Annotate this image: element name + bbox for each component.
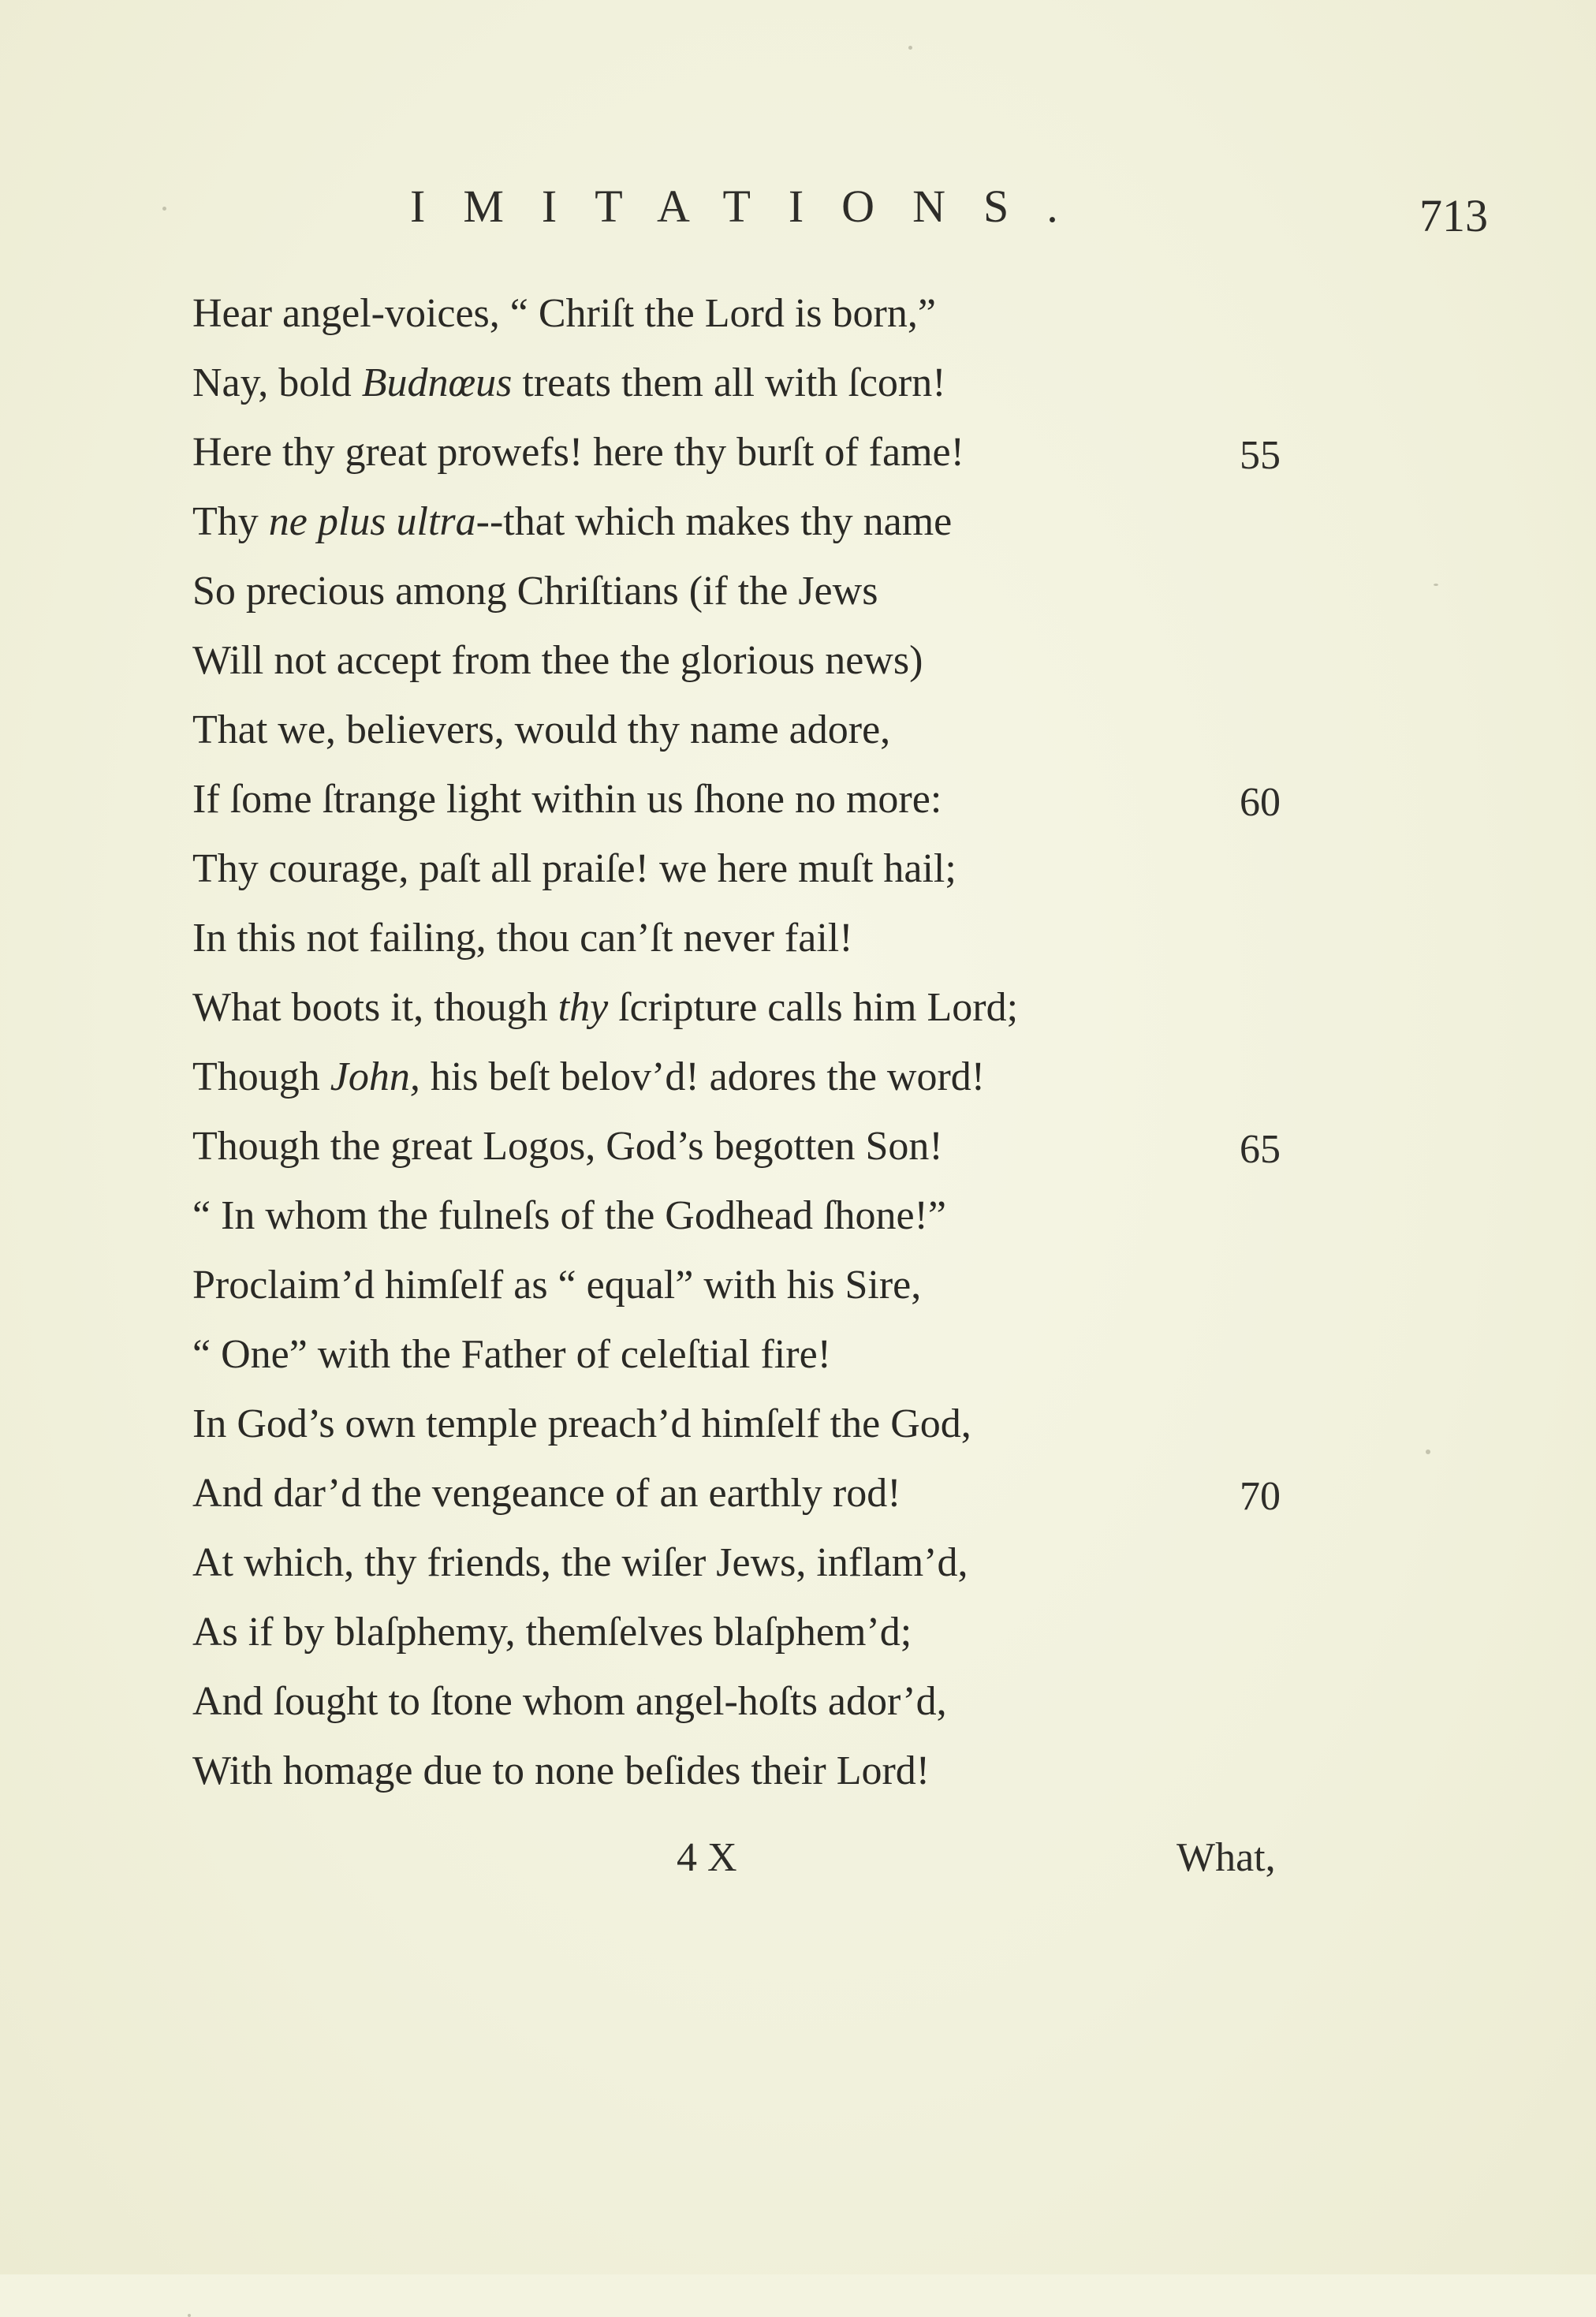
- line-text: So precious among Chriſtians (if the Jews: [192, 569, 878, 614]
- line-text: Though: [192, 1054, 330, 1099]
- line-text: If ſome ſtrange light within us ſhone no more:: [192, 777, 942, 822]
- poem-line: [192, 696, 1296, 765]
- poem-line: [192, 1459, 1296, 1528]
- line-text: And dar’d the vengeance of an earthly rod!: [192, 1471, 901, 1516]
- poem-line: [192, 1043, 1296, 1112]
- poem-line: [192, 626, 1296, 696]
- line-text: Thy courage, paſt all praiſe! we here muſt hail;: [192, 846, 956, 891]
- line-text: Will not accept from thee the glorious news): [192, 638, 923, 683]
- line-text: At which, thy friends, the wiſer Jews, inflam’d,: [192, 1540, 968, 1585]
- signature-mark: 4 X: [677, 1835, 737, 1880]
- line-text: “ One” with the Father of celeſtial fire!: [192, 1332, 831, 1377]
- line-text: Though the great Logos, God’s begotten Son!: [192, 1124, 943, 1169]
- page-number: 713: [1419, 190, 1488, 241]
- poem-line: [192, 557, 1296, 626]
- line-text: What boots it, though: [192, 985, 558, 1030]
- poem-line: [192, 973, 1296, 1043]
- line-text: In this not failing, thou can’ſt never fail!: [192, 916, 853, 961]
- line-text: Hear angel-voices, “ Chriſt the Lord is born,”: [192, 291, 936, 336]
- poem-line: [192, 1737, 1296, 1806]
- poem-line: [192, 765, 1296, 834]
- line-text: And ſought to ſtone whom angel-hoſts ador’d,: [192, 1679, 947, 1724]
- line-text: treats them all with ſcorn!: [512, 360, 946, 405]
- poem-line: [192, 1390, 1296, 1459]
- running-head: IMITATIONS.: [410, 181, 1096, 232]
- italic-text: John,: [330, 1054, 420, 1099]
- poem-lines: [192, 279, 1296, 1806]
- poem-line: [192, 904, 1296, 973]
- line-number: 55: [1240, 433, 1281, 478]
- paper-speck: [188, 2314, 191, 2317]
- line-text: Here thy great prowefs! here thy burſt of fame!: [192, 430, 964, 475]
- italic-text: ne plus ultra: [268, 499, 476, 544]
- italic-text: thy: [557, 985, 609, 1030]
- poem-line: [192, 1598, 1296, 1667]
- poem-line: [192, 1320, 1296, 1390]
- paper-speck: [908, 46, 912, 50]
- line-text: Proclaim’d himſelf as “ equal” with his Sire,: [192, 1263, 922, 1308]
- line-text: Thy: [192, 499, 269, 544]
- paper-speck: [1434, 584, 1438, 586]
- italic-text: Budnœus: [361, 360, 513, 405]
- poem-line: [192, 1528, 1296, 1598]
- line-text: ſcripture calls him Lord;: [608, 985, 1019, 1030]
- poem-line: [192, 834, 1296, 904]
- line-text: --that which makes thy name: [475, 499, 953, 544]
- line-text: his beſt belov’d! adores the word!: [420, 1054, 986, 1099]
- poem-line: [192, 418, 1296, 487]
- poem-line: [192, 487, 1296, 557]
- line-number: 65: [1240, 1127, 1281, 1172]
- catchword: What,: [1176, 1835, 1276, 1880]
- line-text: Nay, bold: [192, 360, 362, 405]
- poem-line: [192, 1251, 1296, 1320]
- line-number: 70: [1240, 1474, 1281, 1519]
- line-text: As if by blaſphemy, themſelves blaſphem’d;: [192, 1610, 912, 1655]
- poem-line: [192, 349, 1296, 418]
- line-text: With homage due to none beſides their Lord!: [192, 1748, 930, 1793]
- line-text: In God’s own temple preach’d himſelf the God,: [192, 1401, 971, 1446]
- poem-line: [192, 279, 1296, 349]
- line-text: “ In whom the fulneſs of the Godhead ſhone!”: [192, 1193, 946, 1238]
- poem-line: [192, 1181, 1296, 1251]
- line-number: 60: [1240, 780, 1281, 825]
- line-text: That we, believers, would thy name adore,: [192, 707, 891, 752]
- paper-speck: [162, 207, 166, 211]
- poem-line: [192, 1112, 1296, 1181]
- poem-line: [192, 1667, 1296, 1737]
- paper-speck: [1426, 1450, 1430, 1454]
